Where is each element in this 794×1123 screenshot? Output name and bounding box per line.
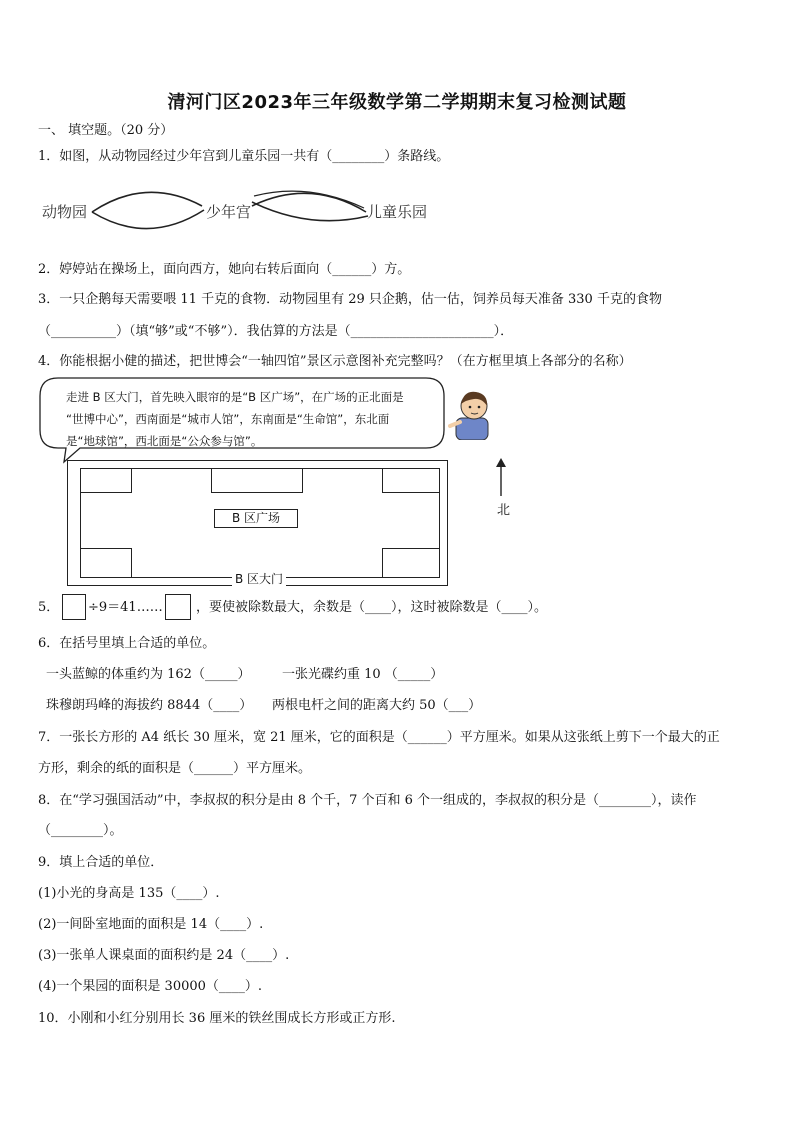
- q5-divisor-box: [165, 594, 191, 620]
- question-9: 9．填上合适的单位．: [38, 855, 164, 870]
- question-5-text: ，要使被除数最大，余数是（____），这时被除数是（____）。: [196, 600, 548, 615]
- question-6c: 珠穆朗玛峰的海拔约 8844（____）: [46, 698, 253, 713]
- map-box-north: [211, 468, 303, 493]
- question-9-2: (2)一间卧室地面的面积是 14（____）.: [38, 917, 264, 932]
- question-6b: 一张光碟约重 10 （_____）: [282, 667, 444, 682]
- route-curve-bottom-left: [92, 210, 204, 229]
- map-box-northwest: [80, 468, 132, 493]
- question-5-equation: ÷9＝41……: [88, 600, 163, 615]
- question-8-line2: （________）。: [38, 823, 123, 838]
- question-2: 2．婷婷站在操场上，面向西方，她向右转后面向（______）方。: [38, 262, 411, 277]
- route-curve-middle-right: [252, 202, 368, 221]
- question-10: 10．小刚和小红分别用长 36 厘米的铁丝围成长方形或正方形.: [38, 1011, 396, 1026]
- place-children-park: 儿童乐园: [367, 203, 428, 221]
- bubble-line-3: 是“地球馆”，西北面是“公众参与馆”。: [66, 434, 263, 448]
- q5-dividend-box: [62, 594, 86, 620]
- boy-illustration: [448, 388, 494, 440]
- question-6a: 一头蓝鲸的体重约为 162（_____）: [46, 667, 251, 682]
- map-box-southwest: [80, 548, 132, 578]
- bubble-line-1: 走进 B 区大门，首先映入眼帘的是“B 区广场”，在广场的正北面是: [66, 390, 404, 404]
- place-zoo: 动物园: [42, 203, 88, 221]
- question-9-4: (4)一个果园的面积是 30000（____）.: [38, 979, 263, 994]
- north-label: 北: [497, 503, 511, 518]
- question-7-line1: 7．一张长方形的 A4 纸长 30 厘米，宽 21 厘米，它的面积是（______）平方厘米。如果从这张纸上剪下一个最大的正: [38, 730, 720, 745]
- map-box-northeast: [382, 468, 440, 493]
- page-title: 清河门区2023年三年级数学第二学期期末复习检测试题: [167, 92, 627, 113]
- question-6d: 两根电杆之间的距离大约 50（___）: [272, 698, 482, 713]
- map-plaza-box: B 区广场: [214, 509, 298, 528]
- section-heading: 一、 填空题。（20 分）: [38, 123, 174, 138]
- place-youth-palace: 少年宫: [206, 203, 252, 221]
- question-6: 6．在括号里填上合适的单位。: [38, 636, 216, 651]
- question-9-1: (1)小光的身高是 135（____）.: [38, 886, 220, 901]
- question-1: 1．如图，从动物园经过少年宫到儿童乐园一共有（________）条路线。: [38, 149, 450, 164]
- route-curves: [88, 182, 378, 234]
- route-curve-top-left: [92, 192, 202, 212]
- question-3-line1: 3．一只企鹅每天需要喂 11 千克的食物．动物园里有 29 只企鹅，估一估，饲养员每天准备 330 千克的食物: [38, 292, 662, 307]
- question-9-3: (3)一张单人课桌面的面积约是 24（____）.: [38, 948, 290, 963]
- question-4: 4．你能根据小健的描述，把世博会“一轴四馆”景区示意图补充完整吗？（在方框里填上各部分的名称）: [38, 354, 632, 369]
- question-3-line2: （__________）（填“够”或“不够”）．我估算的方法是（______________________）．: [38, 324, 514, 339]
- bubble-line-2: “世博中心”，西南面是“城市人馆”，东南面是“生命馆”，东北面: [66, 412, 390, 426]
- north-arrow-icon: [494, 458, 508, 498]
- question-5-number: 5．: [38, 600, 60, 615]
- question-7-line2: 方形，剩余的纸的面积是（______）平方厘米。: [38, 761, 312, 776]
- question-8-line1: 8．在“学习强国活动”中，李叔叔的积分是由 8 个千，7 个百和 6 个一组成的，李叔叔的积分是（________），读作: [38, 793, 697, 808]
- map-box-southeast: [382, 548, 440, 578]
- map-gate-label: B 区大门: [232, 570, 286, 587]
